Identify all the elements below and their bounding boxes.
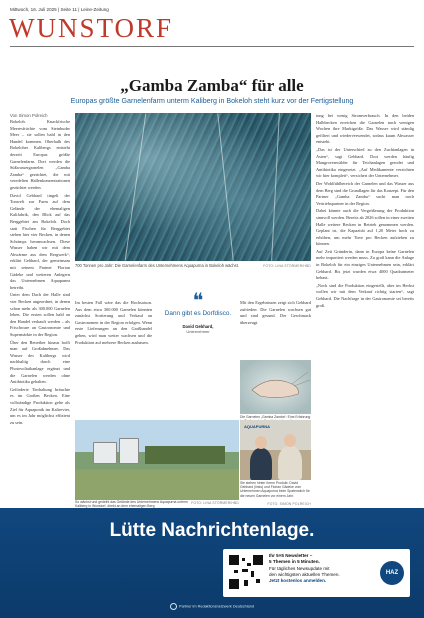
people-photo-caption: Sie stehen hinter ihrem Produkt: David Gebhard (links) und Florian Gädeke vom Unternehmen Aquapurna beim Spatenstich für die neuen Garnelen vor einem Jahr. [240, 481, 310, 498]
ad-title: Lütte Nachrichtenlage. [109, 520, 315, 541]
paragraph: tung bei wenig Stromverbrauch. In den beiden Halbbecken erreichen die Garnelen nach wenigen Wochen ihre Marktgröße. Das Wasser wird ständig gefiltert und wiederverwendet, sodass kaum Abwasser entsteht. [316, 113, 414, 145]
shrimp-icon [240, 360, 311, 414]
paragraph: Über den Betreiber hinaus hofft man auf Großabnehmer. Das Wasser des Kalibergs wird nachhaltig durch eine Photovoltaikanlage ergänzt und die Garnelen werden ohne Antibiotika gehalten. [10, 339, 70, 385]
paragraph: Im besten Fall wäre das die Hochsaison. Aus dem etwa 300.000 Garnelen könnten zunächst Sortierung und Verkauf an Gastronomen in der Region erfolgen. Wenn erste Lieferungen an den Großhandel gehen, wird man weiter wachsen und die Produktion auf mehrere Becken ausbauen. [75, 300, 152, 345]
article-column-2 [75, 300, 152, 416]
header-divider [10, 46, 414, 47]
paragraph: David Gebhard tingelt der Tonwelt zur Farm auf dem Gelände der ehemaligen Kalifabrik, den Blick auf das Berggebiet am Bokeloh. Doch statt Fischen für Berggebiet stehen hier vier Becken, in denen Schrimps heranwachsen. Diese Wasser haben wir mit dem Abwärme aus dem Bergwerk“, erklärt Gebhard, der gemeinsam mit seinem Partner Florian Gädeke und weiteren Anlegern das Unternehmen Aquapanea betreibt. [10, 192, 70, 290]
section-title: WUNSTORF [9, 13, 174, 43]
paragraph: Bokeloh. Knackfrische Meeresfrüchte vom Steinhuder Meer – sie sollen bald in den Handel kommen. Oberhalb des Bokeloher Kalibergs entsteht derzeit Europas größte Garnelenfarm. Dort werden die Süßwassergarnelen „Gamba Zamba“ gezüchtet, die mit veredelten Hallenkonzentrationen gezüchtet werden. [10, 119, 70, 190]
garnelen-farm-photo[interactable] [75, 113, 311, 261]
people-photo-credit: FOTO: SIMON POLREICH [267, 502, 311, 506]
dateline-paper: | Leine-Zeitung [77, 7, 109, 12]
quote-role: Unternehmer [186, 329, 210, 334]
newsletter-signup-card[interactable] [223, 549, 410, 597]
silo-shape [119, 438, 139, 464]
photo-detail [271, 113, 280, 261]
main-photo-caption: 700 Tonnen pro Jahr: Die Garnelenfarm des Unternehmens Aquapurna in Bokeloh wächst. [75, 263, 240, 268]
silo-shape [93, 442, 117, 464]
card-line: 5 Themen in 5 Minuten. [269, 559, 320, 565]
person-head [284, 434, 296, 447]
signup-link[interactable]: Jetzt kostenlos anmelden. [269, 578, 327, 584]
aquapurna-plant-photo[interactable] [75, 420, 239, 500]
rnd-logo-icon [170, 603, 177, 610]
paragraph: „Das ist der Unterschied zu den Zuchtanlagen in Asien“, sagt Gebhard. Dort werden häufig Mangrovenwälder für Teichanlagen gerodet und Antibiotika eingesetzt. „Auf Medikamente verzichten wir hier komplett“, versichert der Unternehmer. [316, 146, 414, 179]
card-line: den wichtigsten aktuellen Themen. [269, 571, 340, 577]
founders-photo[interactable] [240, 420, 311, 480]
article-column-1 [10, 119, 70, 509]
person-head [255, 436, 267, 449]
article-headline[interactable]: „Gamba Zamba“ für alle [120, 76, 304, 95]
shrimp-photo[interactable] [240, 360, 311, 414]
haz-logo: HAZ [380, 561, 404, 585]
paragraph: Mit den Ergebnissen zeigt sich Gebhard zufrieden: Die Garnelen wachsen gut und sind gesund. Der Geschmack überzeugt. [240, 300, 311, 325]
dateline [10, 7, 109, 12]
paragraph: Unter dem Dach der Halle sind vier Becken angeordnet, in denen schon mehr als 300.000 Garnelen leben. Die ersten sollen bald an den Handel verkauft werden – als Frischware an Gastronomie und Supermärkte in der Region. [10, 292, 70, 337]
paragraph: Dabei könnte auch die Vergrößerung der Produktion sinnvoll werden. Bereits ab 2026 sollen in einer zweiten Halle weitere Becken in Betrieb genommen werden. Geplant ist, die Kapazität auf 1,20 Meter hoch zu erhöhen, um mehr Tiere pro Becken aufziehen zu können. [316, 208, 414, 247]
paragraph: Der Wohlfühlbereich der Garnelen und das Wasser aus dem Berg sind die Grundlagen für das Konzept. Für den Partner „Gamba Zamba“ sucht man noch Vertriebspartner in der Region. [316, 180, 414, 206]
quote-text: Dann gibt es Dorfdisco. [164, 310, 232, 317]
main-photo-credit: FOTO: LINA STÖRMER/HBD [263, 264, 311, 268]
person-figure [250, 448, 272, 480]
card-line: Ihr 5×5 Newsletter – [269, 553, 313, 558]
byline: Von Simon Polreich [10, 113, 48, 118]
partner-text: Partner im Redaktionsnetzwerk Deutschland [179, 604, 254, 609]
photo-detail [217, 113, 234, 260]
photo-detail [125, 114, 147, 261]
paragraph: Auf Zeit Gründerin, dann in Europa keine Garnelen mehr importiert werden muss. Zu groß kann die Anlage in Bokeloh für ein einziges Unternehmen sein, erklärt Gebhard. Bis jetzt wurden etwa 4000 Quadratmeter bebaut. [316, 248, 414, 281]
newsletter-text [269, 553, 369, 584]
article-subhead: Europas größte Garnelenfarm unterm Kaliberg in Bokeloh steht kurz vor der Fertigstellung [70, 97, 354, 105]
paragraph: „Noch sind die Produktion eingestellt, aber im Herbst wollen wir mit dem Verkauf richtig starten“, sagt Gebhard. Die Nachfrage in der Gastronomie sei bereits groß. [316, 282, 414, 308]
paragraph: Geförderte Tierhaltung bräuchte es im Großen Becken. Eine vollständige Produktion gelte als Ziel für Aquaponik im Kalirevier, um es im Jahr möglichst effizient zu sein. [10, 386, 70, 425]
hall-roof-shape [145, 446, 225, 464]
quote-author: David Gebhard, [182, 324, 214, 329]
plant-photo-credit: FOTO: LINA STÖRMER/HBD [191, 501, 239, 505]
plant-photo-caption: So wächst und gedeiht das Gelände des Unternehmens Aquapurna unterm Kaliberg in Wunstorf, direkt an dem ehemaligen Berg. [75, 500, 188, 508]
person-figure [278, 446, 302, 480]
dateline-page: | Seite 11 [57, 7, 77, 12]
article-column-4 [316, 113, 414, 515]
qr-code-icon[interactable] [229, 555, 263, 589]
photo-sign-label: AQUAPURNA [244, 424, 270, 429]
shrimp-photo-caption: Die Garnelen „Gamba Zamba“: Eine Erfahrung [240, 415, 311, 419]
partner-line [0, 603, 424, 610]
quote-mark-icon: ❝ [192, 290, 204, 312]
article-column-3 [240, 300, 311, 360]
dateline-date: Mittwoch, 16. Juli 2025 [10, 7, 57, 12]
card-line: Für tägliches Newsupdate mit [269, 565, 330, 571]
pull-quote [157, 292, 239, 372]
